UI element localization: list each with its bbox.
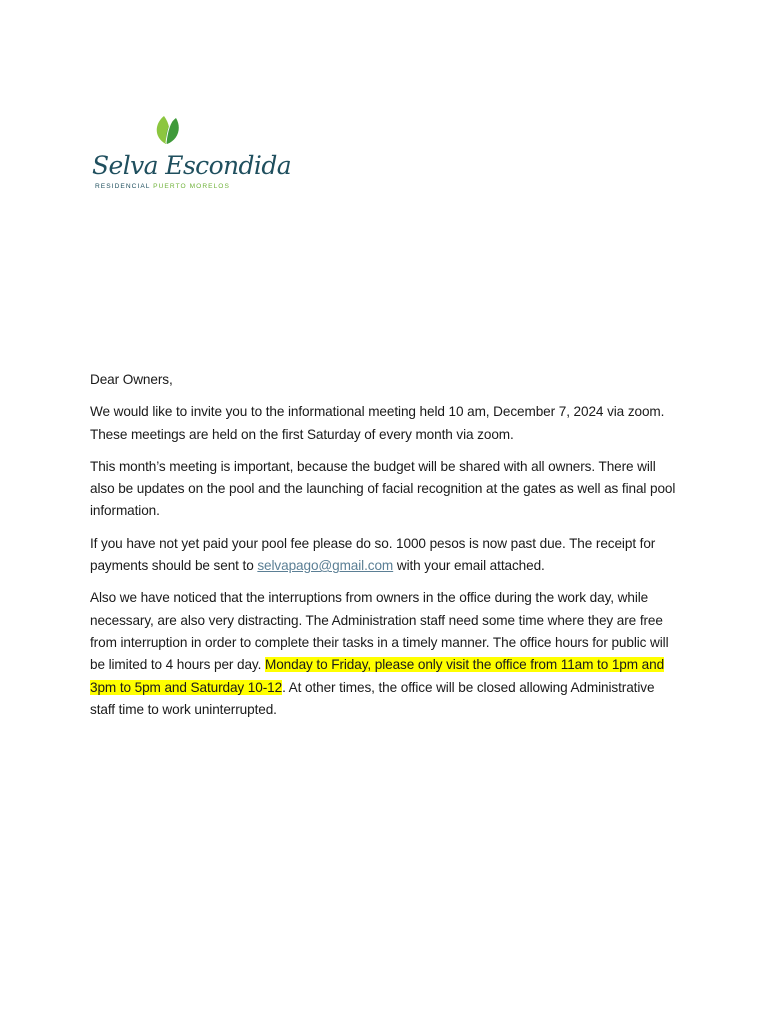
selva-escondida-logo (92, 114, 292, 194)
letter-body (90, 369, 680, 731)
logo-wordmark: Selva Escondida (92, 151, 292, 180)
pool-fee-text: If you have not yet paid your pool fee please do so. 1000 pesos is now past due. The receipt for payments should be sent to (90, 535, 656, 574)
office-hours-text-end: . At other times, the office will be closed allowing Administrative staff time to work uninterrupted. (90, 679, 655, 717)
office-hours-text: Also we have noticed that the interruptions from owners in the office during the work day, while necessary, are also very distracting. The Administration staff need some time where they are free from interruption in order to complete their tasks in a timely manner. The office hours for public will be limited to 4 hours per day. (90, 590, 669, 673)
logo-tagline: RESIDENCIAL PUERTO MORELOS (95, 183, 230, 190)
email-link[interactable]: selvapago@gmail.com (257, 558, 394, 574)
paragraph-office-hours (90, 587, 680, 721)
paragraph-budget: This month’s meeting is important, because the budget will be shared with all owners. There will also be updates on the pool and the launching of facial recognition at the gates as well as final pool information. (90, 458, 676, 519)
leaf-icon (157, 116, 179, 144)
office-hours-highlight: Monday to Friday, please only visit the office from 11am to 1pm and 3pm to 5pm and Saturday 10-12 (90, 657, 665, 695)
paragraph-meeting-invite: We would like to invite you to the informational meeting held 10 am, December 7, 2024 via zoom. These meetings are held on the first Saturday of every month via zoom. (90, 404, 665, 442)
logo-graphic (92, 114, 292, 194)
paragraph-pool-fee (90, 533, 680, 578)
salutation: Dear Owners, (90, 372, 173, 387)
pool-fee-text-end: with your email attached. (393, 558, 545, 574)
